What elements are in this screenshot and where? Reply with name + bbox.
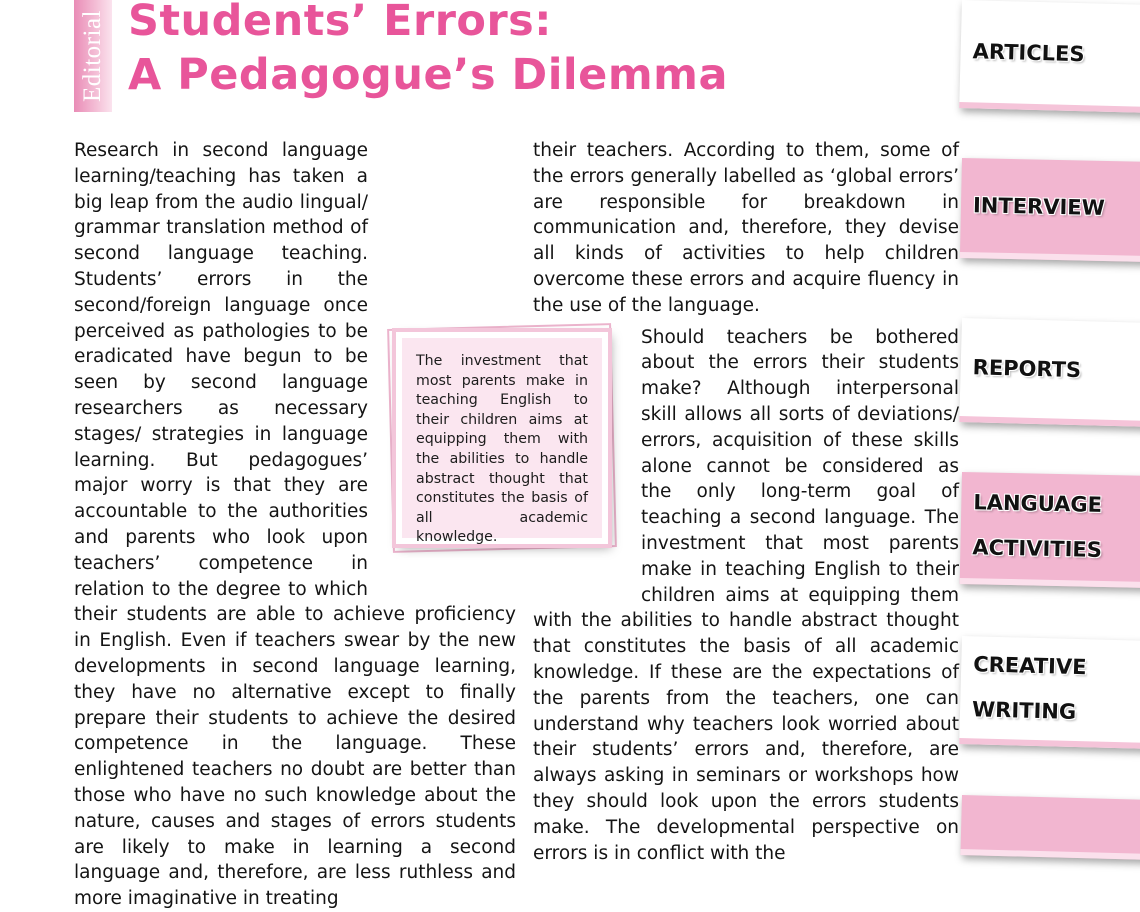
tab-language-activities[interactable] bbox=[960, 472, 1140, 588]
editorial-label-text: Editorial bbox=[79, 10, 107, 102]
pull-quote-text: The investment that most parents make in teaching English to their children aims at equipping them with the abilities to handle abstract thought that constitutes the basis of all academic knowledge. bbox=[416, 353, 588, 546]
tab-language-label-1: LANGUAGE bbox=[973, 490, 1103, 517]
tab-reports[interactable] bbox=[959, 318, 1140, 427]
tab-articles-label: ARTICLES bbox=[972, 38, 1085, 66]
tab-creative-writing[interactable] bbox=[959, 636, 1140, 749]
tab-interview-label: INTERVIEW bbox=[972, 192, 1106, 220]
article-title bbox=[128, 0, 728, 102]
tab-creative-label-1: CREATIVE bbox=[972, 652, 1087, 680]
tab-reports-label: REPORTS bbox=[972, 354, 1082, 382]
tab-creative-label-2: WRITING bbox=[971, 697, 1077, 725]
editorial-section-label bbox=[74, 0, 112, 112]
left-column-text: Research in second language learning/teaching has taken a big leap from the audio lingual/ grammar translation method of second language teaching. Students’ errors in the second/foreign language once perceived as pathologies to be eradicated have begun to be seen by second language researchers as necessary stages/ strategies in language learning. But pedagogues’ major worry is that they are accountable to the authorities and parents who look upon teachers’ competence in relation to the degree to which their students are able to achieve proficiency in English. Even if teachers swear by the new developments in second language learning, they have no alternative except to finally prepare their students to achieve the desired competence in the language. These enlightened teachers no doubt are better than those who have no such knowledge about the nature, causes and stages of errors students are likely to make in learning a second language and, therefore, are less ruthless and more imaginative in treating bbox=[74, 140, 516, 910]
tab-interview[interactable] bbox=[960, 158, 1140, 262]
title-line-1: Students’ Errors: bbox=[128, 0, 552, 46]
right-column-paragraph-1: their teachers. According to them, some of the errors generally labelled as ‘global errors’ are responsible for breakdown in communication and, therefore, they devise all kinds of activities to help children overcome these errors and acquire fluency in the use of the language. bbox=[533, 140, 959, 316]
title-line-2: A Pedagogue’s Dilemma bbox=[128, 50, 728, 100]
tab-language-label-2: ACTIVITIES bbox=[972, 535, 1103, 562]
tab-articles[interactable] bbox=[959, 0, 1140, 113]
right-column-paragraph-2: Should teachers be bothered about the errors their students make? Although interpersonal skill allows all sorts of deviations/ errors, acquisition of these skills alone cannot be considered as the only long-term goal of teaching a second language. The investment that most parents make in teaching English to their children aims at equipping them with the abilities to handle abstract thought that constitutes the basis of all academic knowledge. If these are the expectations of the parents from the teachers, one can understand why teachers look worried about their students’ errors and, therefore, are always asking in seminars or workshops how they should look upon the errors students make. The developmental perspective on errors is in conflict with the bbox=[533, 326, 959, 864]
section-tabs bbox=[962, 0, 1140, 815]
pull-quote bbox=[396, 332, 608, 544]
tab-next-partial[interactable] bbox=[960, 795, 1140, 860]
